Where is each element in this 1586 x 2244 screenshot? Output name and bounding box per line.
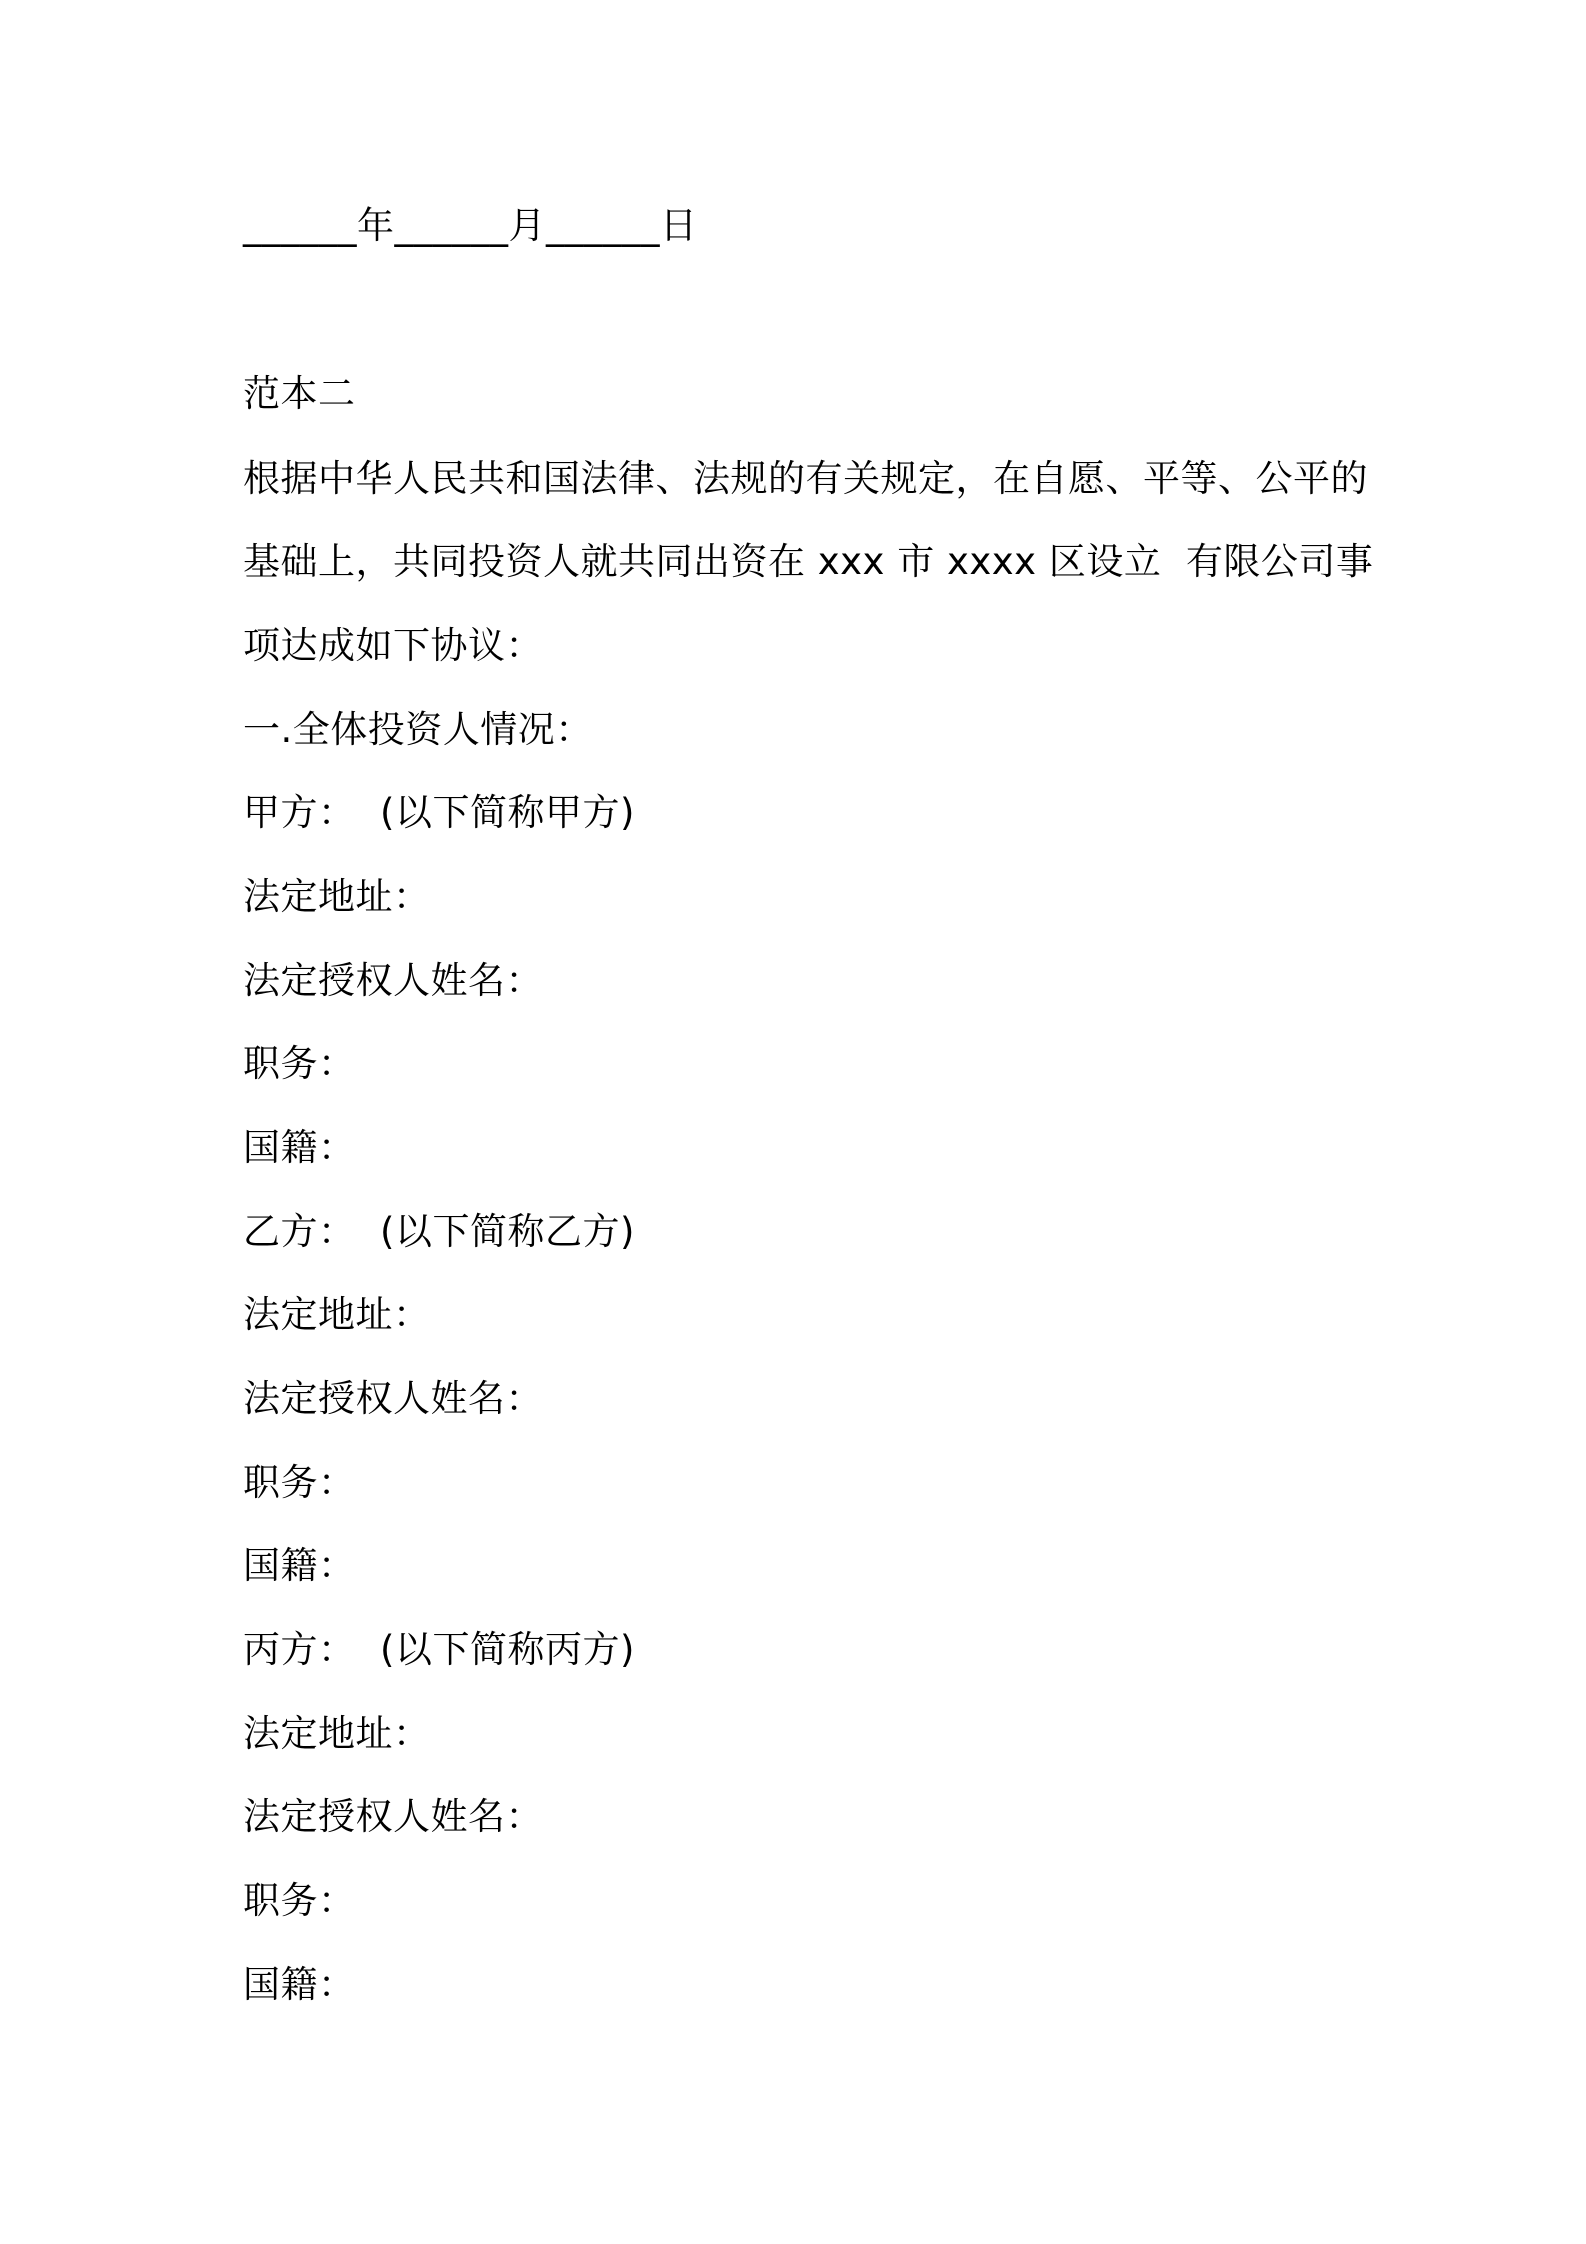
party-c-address-label: 法定地址： bbox=[243, 1712, 431, 1755]
template-title: 范本二 bbox=[243, 372, 356, 415]
party-b-nationality-label: 国籍： bbox=[243, 1544, 356, 1587]
party-c-nationality-label: 国籍： bbox=[243, 1963, 356, 2006]
party-b-representative-label: 法定授权人姓名： bbox=[243, 1377, 543, 1420]
date-line: ______年______月______日 bbox=[243, 204, 698, 247]
intro-paragraph-line-2: 基础上，共同投资人就共同出资在 xxx 市 xxxx 区设立 有限公司事 bbox=[243, 540, 1374, 583]
section-heading-investors: 一.全体投资人情况： bbox=[243, 708, 593, 751]
party-a-nationality-label: 国籍： bbox=[243, 1126, 356, 1169]
party-a-label: 甲方： (以下简称甲方) bbox=[243, 791, 635, 834]
party-a-representative-label: 法定授权人姓名： bbox=[243, 959, 543, 1002]
party-a-position-label: 职务： bbox=[243, 1042, 356, 1085]
party-b-label: 乙方： (以下简称乙方) bbox=[243, 1210, 635, 1253]
intro-paragraph-line-3: 项达成如下协议： bbox=[243, 624, 543, 667]
party-c-representative-label: 法定授权人姓名： bbox=[243, 1795, 543, 1838]
party-b-position-label: 职务： bbox=[243, 1461, 356, 1504]
intro-paragraph-line-1: 根据中华人民共和国法律、法规的有关规定，在自愿、平等、公平的 bbox=[243, 457, 1368, 500]
party-a-address-label: 法定地址： bbox=[243, 875, 431, 918]
party-c-label: 丙方： (以下简称丙方) bbox=[243, 1628, 635, 1671]
party-b-address-label: 法定地址： bbox=[243, 1293, 431, 1336]
party-c-position-label: 职务： bbox=[243, 1879, 356, 1922]
